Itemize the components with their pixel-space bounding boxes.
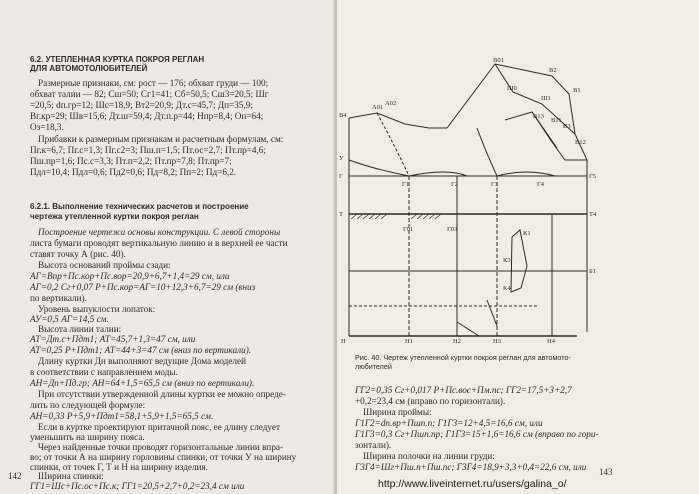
pattern-drawing: [337, 0, 699, 345]
figure-label: Т: [339, 211, 343, 218]
figure-label: Н2: [453, 338, 461, 345]
figure-label: Т4: [589, 211, 597, 218]
figure-label: Г5: [589, 173, 597, 180]
figure-label: Н4: [547, 338, 555, 345]
raglan-back-curve: [377, 113, 409, 176]
body-line: Высота линии талии:: [38, 324, 122, 334]
body-line: Ширина спинки:: [38, 471, 104, 481]
formula-line: АТ=0,25 Р+Пдт1; АТ=44+3=47 см (вниз по вертикали).: [30, 345, 252, 355]
figure-label: Б1: [589, 268, 596, 275]
body-line: листа бумаги проводят вертикальную линию и в верхней ее части: [30, 238, 288, 248]
figure-label: Г01: [403, 226, 414, 233]
formula-line: АУ=0,5 АГ=14,5 см.: [30, 314, 109, 324]
footer-url[interactable]: http://www.liveinternet.ru/users/galina_o/: [378, 478, 567, 490]
measurements-line: Вг.кр=29; Шв=15,6; Дт.ш=59,4; Дт.п.р=44; Нпр=8,4; Оп=64;: [30, 111, 264, 121]
figure-label: В1: [573, 87, 581, 94]
page-number: 142: [8, 471, 22, 481]
body-line: по вертикали).: [30, 293, 87, 303]
body-line: Ширина полочки на линии груди:: [363, 451, 495, 461]
section-title: 6.2. УТЕПЛЕННАЯ КУРТКА ПОКРОЯ РЕГЛАН: [30, 55, 205, 64]
figure-label: В01: [493, 57, 504, 64]
formula-line: АТ=Дт.с+Пдт1; АТ=45,7+1,3=47 см, или: [30, 334, 196, 344]
formula-line: АГ=0,2 Сг+0,07 Р+Пс.кор=АГ=10+12,3+6,7=29 см (вниз: [30, 282, 256, 292]
figure-label: Н1: [405, 338, 413, 345]
figure-label: К3: [503, 257, 511, 264]
sleeve-outline: [447, 64, 587, 160]
back-neck-shoulder: [349, 113, 447, 128]
figure-label: Г2: [451, 181, 459, 188]
body-line: лить по следующей формуле:: [30, 400, 146, 410]
section-title: ДЛЯ АВТОМОТОЛЮБИТЕЛЕЙ: [30, 64, 148, 73]
figure-label: В3: [563, 123, 571, 130]
page-number: 143: [599, 467, 613, 477]
figure-label: Г: [339, 173, 343, 180]
figure-label: Н: [341, 338, 346, 345]
formula-line: Г1Г3=0,3 Сг+Пшп.пр; Г1Г3=15+1,6=16,6 см (вправо по гори-: [355, 429, 599, 439]
measurements-line: =20,5; dп.гр=12; Шс=18,9; Вт2=20,9; Дт.с=45,7; Дп=35,9;: [30, 100, 253, 110]
right-page: [337, 0, 699, 494]
pocket-outline: [511, 230, 527, 292]
subsection-title: 6.2.1. Выполнение технических расчетов и построение: [30, 202, 249, 211]
figure-label: В13: [533, 113, 544, 120]
formula-line: ГГ2=0,35 Сг+0,017 Р+Пс.вос+Пм.пс; ГГ2=17,5+3+2,7: [355, 385, 572, 395]
allowances-line: Прибавки к размерным признакам и расчетным формулам, см:: [38, 134, 284, 144]
figure-label: В2: [549, 67, 557, 74]
body-line: зонтали).: [355, 440, 392, 450]
measurements-line: Размерные признаки, см: рост — 176; обхват груди — 100;: [38, 78, 269, 88]
figure-label: В11: [551, 117, 562, 124]
formula-line: Г3Г4=Шг+Пш.п+Пш.пс; Г3Г4=18,9+3,3+0,4=22,6 см, или: [355, 462, 587, 472]
left-page: [0, 0, 336, 494]
figure-caption: Рис. 40. Чертеж утепленной куртки покроя реглан для автомото-: [355, 353, 571, 362]
body-line: +0,2=23,4 см (вправо по горизонтали).: [355, 396, 506, 406]
body-line: в соответствии с направлением моды.: [30, 367, 178, 377]
figure-label: Н3: [493, 338, 501, 345]
figure-label: Г4: [537, 181, 545, 188]
body-line: Построение чертежа основы конструкции. С левой стороны: [38, 227, 281, 237]
formula-line: ГГ1=Шс+Пс.ос+Пс.к; ГГ1=20,5+2,7+0,2=23,4 см или: [30, 481, 245, 491]
body-line: ставят точку А (рис. 40).: [30, 249, 126, 259]
body-line: Через найденные точки проводят горизонтальные линии впра-: [38, 442, 284, 452]
body-line: уменьшить на ширину пояса.: [30, 432, 145, 442]
body-line: Длину куртки Дн выполняют ведущие Дома моделей: [38, 356, 246, 366]
allowances-line: Пш.пр=1,6; Пс.с=3,3; Пт.п=2,2; Пт.пр=7,8; Пт.пр=7;: [30, 156, 232, 166]
figure-caption: любителей: [355, 362, 392, 371]
allowances-line: Пг.к=6,7; Пг.с=1,3; Пг.с2=3; Пш.п=1,5; Пт.ос=2,7; Пт.пр=4,6;: [30, 145, 266, 155]
figure-label: Г3: [491, 181, 499, 188]
body-line: Уровень выпуклости лопаток:: [38, 304, 156, 314]
figure-label: Г03: [447, 226, 458, 233]
armhole-front: [497, 172, 555, 176]
hem-slope: [457, 322, 479, 336]
formula-line: АН=0,33 Р+5,9+Пдт1=58,1+5,9+1,5=65,5 см.: [30, 411, 214, 421]
allowances-line: Пдл=10,4; Пдл=0,6; Пд2=0,6; Пд=8,2; Пп=2; Пд=6,2.: [30, 167, 237, 177]
figure-label: В4: [339, 112, 347, 119]
figure-label: В12: [575, 139, 586, 146]
figure-label: Ш1: [541, 95, 551, 102]
measurements-line: обхват талии — 82; Сш=50; Сг1=41; Сб=50,5; Сш3=20,5; Шг: [30, 89, 269, 99]
front-raglan-curve: [477, 128, 497, 176]
figure-label: А02: [385, 100, 397, 107]
figure-label: Г1: [402, 181, 410, 188]
formula-line: Г1Г2=dп.вр+Пшп.п; Г1Г3=12+4,5=16,6 см, или: [355, 418, 543, 428]
pocket-line: [487, 300, 497, 326]
figure-label: А01: [372, 104, 384, 111]
formula-line: АН=Дп+Пд.гр; АН=64+1,5=65,5 см (вниз по вертикали).: [30, 378, 255, 388]
body-line: Если в куртке проектируют притачной пояс, ее длину следует: [38, 422, 280, 432]
body-line: Высота оснований проймы сзади:: [38, 260, 171, 270]
formula-line: АГ=Впр+Пс.кор+Пс.вор=20,9+6,7+1,4=29 см, или: [30, 271, 230, 281]
figure-label: У: [339, 155, 344, 162]
figure-label: Ш0: [507, 85, 517, 92]
measurements-line: Оз=18,3.: [30, 122, 64, 132]
body-line: Ширина проймы:: [363, 407, 432, 417]
body-line: При отсутствии утвержденной длины куртки ее можно опреде-: [38, 389, 286, 399]
subsection-title: чертежа утепленной куртки покроя реглан: [30, 212, 199, 221]
sleeve-diagonal: [505, 112, 557, 148]
body-line: во; от точки А на ширину горловины спинки, от точки У на ширину: [30, 452, 297, 462]
figure-label: К4: [503, 285, 511, 292]
figure-label: К1: [523, 230, 531, 237]
body-line: спинки, от точек Г, Т и Н на ширину изделия.: [30, 462, 208, 472]
